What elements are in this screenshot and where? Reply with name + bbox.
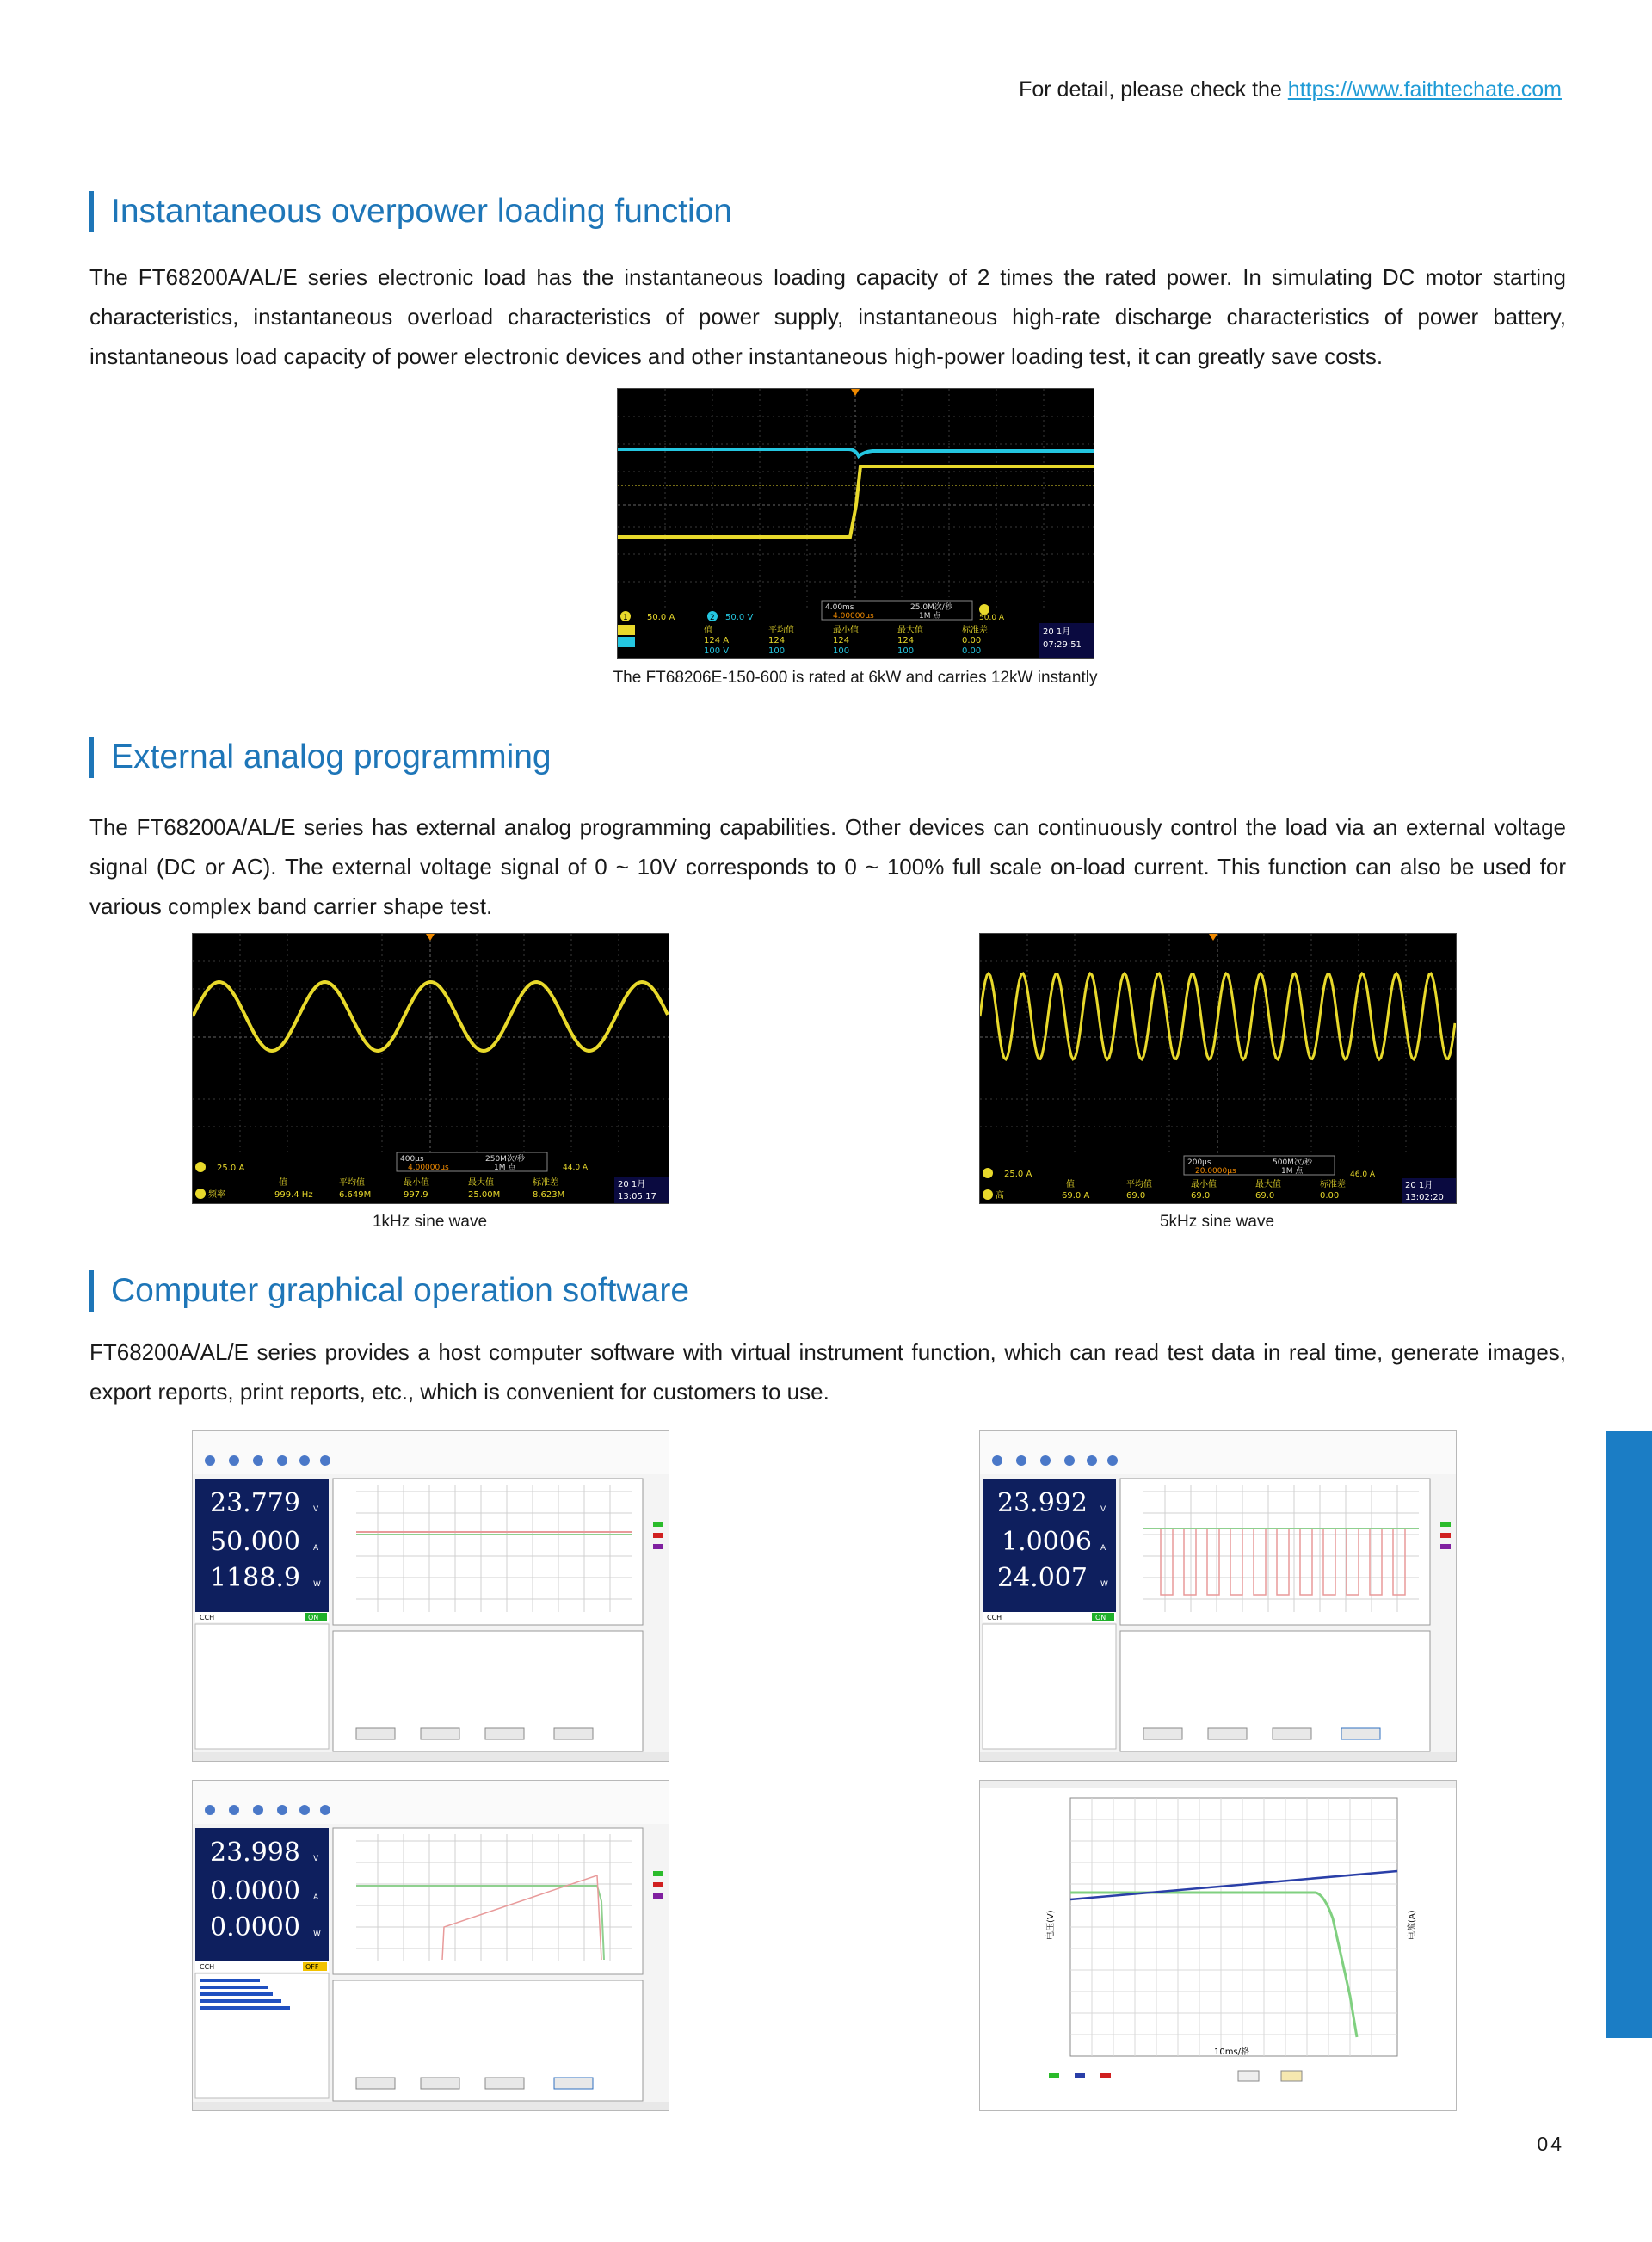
unit-a: A — [1100, 1544, 1106, 1553]
oscilloscope-1khz — [192, 933, 669, 1204]
meas-header-4: 标准差 — [533, 1178, 558, 1188]
software-screenshot-dynamic — [979, 1430, 1457, 1762]
trigger-level: 44.0 A — [563, 1164, 589, 1172]
meas-r1-1: 124 — [768, 636, 786, 645]
readout-voltage: 23.998 — [210, 1837, 300, 1868]
sample-rate: 500M次/秒 — [1273, 1158, 1312, 1167]
ch2-scale: 50.0 V — [725, 613, 754, 622]
meas-r1-2: 69.0 — [1191, 1191, 1211, 1201]
unit-a: A — [313, 1544, 319, 1553]
mode-label: CCH — [987, 1614, 1002, 1621]
meas-header-2: 最小值 — [404, 1178, 429, 1188]
points: 1M 点 — [1281, 1167, 1304, 1176]
meas-r1-4: 0.00 — [962, 636, 982, 645]
readout-current: 50.000 — [210, 1527, 300, 1557]
svg-text:2: 2 — [710, 614, 715, 622]
ch1-scale: 25.0 A — [217, 1164, 245, 1173]
meas-r1-4: 8.623M — [533, 1190, 565, 1200]
meas-r1-2: 124 — [833, 636, 850, 645]
ch1-scale: 50.0 A — [647, 613, 675, 622]
website-link[interactable]: https://www.faithtechate.com — [1287, 77, 1562, 102]
meas-r1-0: 999.4 Hz — [274, 1190, 313, 1200]
unit-v: V — [313, 1855, 319, 1863]
points: 1M 点 — [919, 612, 941, 621]
software-screenshot-battery — [192, 1780, 669, 2111]
chart-ylabel-left: 电压(V) — [1046, 1910, 1056, 1940]
header-note-prefix: For detail, please check the — [1019, 77, 1282, 102]
meas-header-0: 值 — [704, 626, 712, 635]
scope-time: 13:05:17 — [618, 1192, 656, 1201]
meas-header-3: 最大值 — [468, 1178, 494, 1188]
mode-label: CCH — [200, 1963, 215, 1971]
meas-header-2: 最小值 — [833, 626, 859, 635]
state-label: ON — [308, 1614, 319, 1621]
side-tab — [1606, 1431, 1652, 2038]
unit-v: V — [313, 1505, 319, 1514]
delay: 20.0000μs — [1195, 1167, 1236, 1176]
software-curve-chart — [979, 1780, 1457, 2111]
section-body-analog: The FT68200A/AL/E series has external analog programming capabilities. Other devices can continuously control the load via an external voltage signal (DC or AC). The external voltage signal of 0 ~ 10V corresponds to 0 ~ 100% full scale on-load current. This function can also be used for various complex band carrier shape test. — [89, 814, 1566, 919]
oscilloscope-5khz — [979, 933, 1457, 1204]
meas-r2-1: 100 — [768, 646, 786, 656]
meas-header-0: 值 — [1066, 1180, 1075, 1189]
voltage-trace — [618, 449, 1094, 456]
ch1-scale: 25.0 A — [1004, 1170, 1032, 1179]
meas-r1-0: 124 A — [704, 636, 730, 645]
meas-header-4: 标准差 — [962, 626, 988, 635]
section-body-overpower: The FT68200A/AL/E series electronic load has the instantaneous loading capacity of 2 times the rated power. In simulating DC motor starting characteristics, instantaneous overload characteristics of power supply, instantaneous high-rate discharge characteristics of power battery, instantaneous load capacity of power electronic devices and other instantaneous high-power loading test, it can greatly save costs. — [89, 264, 1566, 369]
software-screenshot-cc — [192, 1430, 669, 1762]
mode-label: CCH — [200, 1614, 215, 1621]
meas-header-1: 平均值 — [768, 626, 794, 635]
meas-r1-4: 0.00 — [1320, 1191, 1340, 1201]
meas-header-0: 值 — [279, 1178, 287, 1188]
timebase: 4.00ms — [825, 603, 854, 612]
sample-rate: 250M次/秒 — [485, 1155, 525, 1164]
oscilloscope-overpower — [617, 388, 1094, 659]
scope-time: 07:29:51 — [1043, 640, 1082, 650]
meas-r2-2: 100 — [833, 646, 850, 656]
chart-xlabel: 10ms/格 — [1214, 2047, 1250, 2057]
state-label: OFF — [305, 1963, 319, 1971]
delay: 4.00000μs — [833, 612, 874, 621]
scope-date: 20 1月 — [1405, 1181, 1433, 1190]
svg-text:1: 1 — [623, 614, 628, 622]
unit-a: A — [313, 1893, 319, 1902]
meas-r2-4: 0.00 — [962, 646, 982, 656]
meas-row-label: 频率 — [208, 1190, 225, 1200]
section-body-software: FT68200A/AL/E series provides a host computer software with virtual instrument function, which can read test data in real time, generate images, export reports, print reports, etc., which is convenient for customers to use. — [89, 1339, 1566, 1405]
figure-caption-overpower: The FT68206E-150-600 is rated at 6kW and carries 12kW instantly — [613, 669, 1098, 687]
chart-ylabel-right: 电流(A) — [1408, 1910, 1417, 1940]
meas-r1-0: 69.0 A — [1062, 1191, 1090, 1201]
unit-w: W — [313, 1580, 321, 1589]
section-title-software: Computer graphical operation software — [89, 1270, 689, 1312]
timebase: 200μs — [1187, 1158, 1211, 1167]
meas-r1-3: 25.00M — [468, 1190, 501, 1200]
meas-r1-2: 997.9 — [404, 1190, 428, 1200]
section-title-analog: External analog programming — [89, 737, 552, 778]
meas-row-label: 高 — [996, 1191, 1004, 1201]
delay: 4.00000μs — [408, 1164, 449, 1172]
readout-power: 24.007 — [997, 1563, 1088, 1593]
caption-1khz: 1kHz sine wave — [372, 1213, 488, 1231]
meas-r1-3: 124 — [897, 636, 915, 645]
meas-r1-1: 69.0 — [1126, 1191, 1146, 1201]
unit-w: W — [313, 1930, 321, 1938]
section-title-overpower: Instantaneous overpower loading function — [89, 191, 732, 232]
meas-r2-0: 100 V — [704, 646, 730, 656]
sample-rate: 25.0M次/秒 — [910, 603, 952, 612]
meas-header-1: 平均值 — [339, 1178, 365, 1188]
page-number: 04 — [1537, 2133, 1564, 2155]
meas-r2-3: 100 — [897, 646, 915, 656]
meas-header-2: 最小值 — [1191, 1180, 1217, 1189]
timebase: 400μs — [400, 1155, 424, 1164]
scope-time: 13:02:20 — [1405, 1193, 1444, 1202]
caption-5khz: 5kHz sine wave — [1159, 1213, 1275, 1231]
meas-r1-3: 69.0 — [1255, 1191, 1275, 1201]
header-note — [1019, 77, 1562, 102]
scope-date: 20 1月 — [1043, 627, 1071, 637]
unit-w: W — [1100, 1580, 1108, 1589]
trigger-level: 50.0 A — [979, 614, 1005, 622]
trigger-level: 46.0 A — [1350, 1170, 1376, 1179]
meas-header-4: 标准差 — [1320, 1180, 1346, 1189]
scope-date: 20 1月 — [618, 1180, 646, 1189]
meas-r1-1: 6.649M — [339, 1190, 372, 1200]
unit-v: V — [1100, 1505, 1106, 1514]
readout-voltage: 23.779 — [210, 1488, 300, 1518]
readout-current: 0.0000 — [210, 1876, 300, 1906]
points: 1M 点 — [494, 1164, 516, 1172]
readout-power: 0.0000 — [210, 1912, 300, 1942]
meas-header-3: 最大值 — [1255, 1180, 1281, 1189]
state-label: ON — [1095, 1614, 1106, 1621]
readout-current: 1.0006 — [1002, 1527, 1092, 1557]
meas-header-3: 最大值 — [897, 626, 923, 635]
readout-voltage: 23.992 — [997, 1488, 1088, 1518]
readout-power: 1188.9 — [210, 1563, 300, 1593]
trigger-marker-icon — [851, 389, 860, 396]
meas-header-1: 平均值 — [1126, 1180, 1152, 1189]
